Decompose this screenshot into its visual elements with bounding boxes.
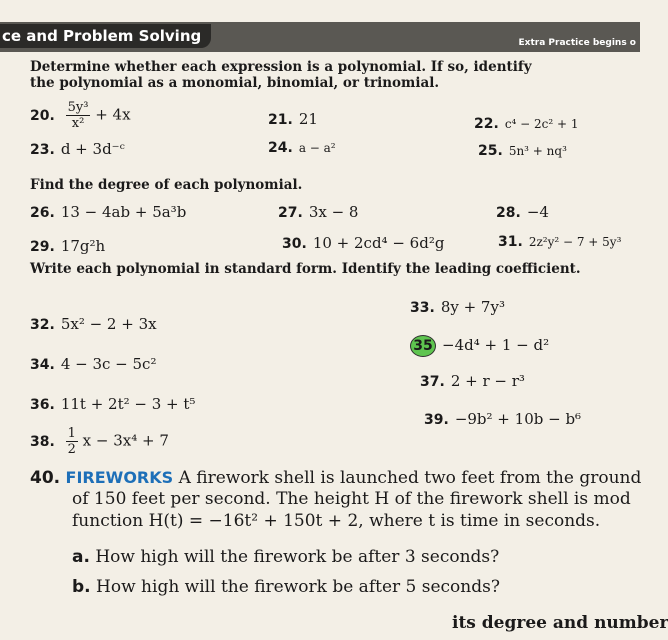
word-problem-line-1: 40. FIREWORKS A firework shell is launched two feet from the ground bbox=[30, 468, 642, 488]
cutoff-text: its degree and number bbox=[452, 613, 668, 633]
problem-29: 29. 17g²h bbox=[30, 237, 106, 255]
problem-31: 31. 2z²y² − 7 + 5y³ bbox=[498, 234, 622, 250]
problem-27: 27. 3x − 8 bbox=[278, 203, 359, 221]
fraction: $\frac{1}{2}$ bbox=[67, 426, 76, 457]
problem-34: 34. 4 − 3c − 5c² bbox=[30, 355, 157, 373]
part-a: a. How high will the firework be after 3 seconds? bbox=[72, 547, 500, 567]
problem-24: 24. a − a² bbox=[268, 140, 336, 156]
problem-21: 21. 21 bbox=[268, 110, 318, 128]
problem-38: 38. $\frac{1}{2}$ x − 3x⁴ + 7 bbox=[30, 426, 169, 457]
problem-23: 23. d + 3d⁻ᶜ bbox=[30, 140, 125, 158]
problem-22: 22. c⁴ − 2c² + 1 bbox=[474, 116, 579, 132]
polynomial-instructions-2: the polynomial as a monomial, binomial, or trinomial. bbox=[30, 75, 440, 91]
problem-25: 25. 5n³ + nq³ bbox=[478, 143, 567, 159]
problem-28: 28. −4 bbox=[496, 203, 549, 221]
extra-practice-note: Extra Practice begins o bbox=[518, 38, 636, 48]
problem-36: 36. 11t + 2t² − 3 + t⁵ bbox=[30, 395, 196, 413]
part-b: b. How high will the firework be after 5 seconds? bbox=[72, 577, 500, 597]
problem-32: 32. 5x² − 2 + 3x bbox=[30, 315, 157, 333]
problem-20: 20. $\frac{\text{5y³}}{\text{x²}}$ + 4x bbox=[30, 100, 131, 131]
problem-30: 30. 10 + 2cd⁴ − 6d²g bbox=[282, 234, 445, 252]
degree-instructions: Find the degree of each polynomial. bbox=[30, 177, 303, 193]
problem-39: 39. −9b² + 10b − b⁶ bbox=[424, 410, 582, 428]
standard-form-instructions: Write each polynomial in standard form. Identify the leading coefficient. bbox=[30, 261, 581, 277]
section-title: ce and Problem Solving bbox=[0, 24, 211, 48]
problem-37: 37. 2 + r − r³ bbox=[420, 372, 525, 390]
fireworks-label: FIREWORKS bbox=[65, 468, 174, 487]
word-problem-line-3: function H(t) = −16t² + 150t + 2, where t is time in seconds. bbox=[72, 511, 601, 531]
highlight-circle: 35 bbox=[410, 335, 436, 357]
word-problem-line-2: of 150 feet per second. The height H of the firework shell is mod bbox=[72, 489, 631, 509]
problem-26: 26. 13 − 4ab + 5a³b bbox=[30, 203, 187, 221]
fraction: $\frac{\text{5y³}}{\text{x²}}$ bbox=[67, 100, 89, 131]
polynomial-instructions-1: Determine whether each expression is a polynomial. If so, identify bbox=[30, 59, 532, 75]
problem-33: 33. 8y + 7y³ bbox=[410, 298, 505, 316]
problem-35: 35 −4d⁴ + 1 − d² bbox=[410, 335, 549, 357]
